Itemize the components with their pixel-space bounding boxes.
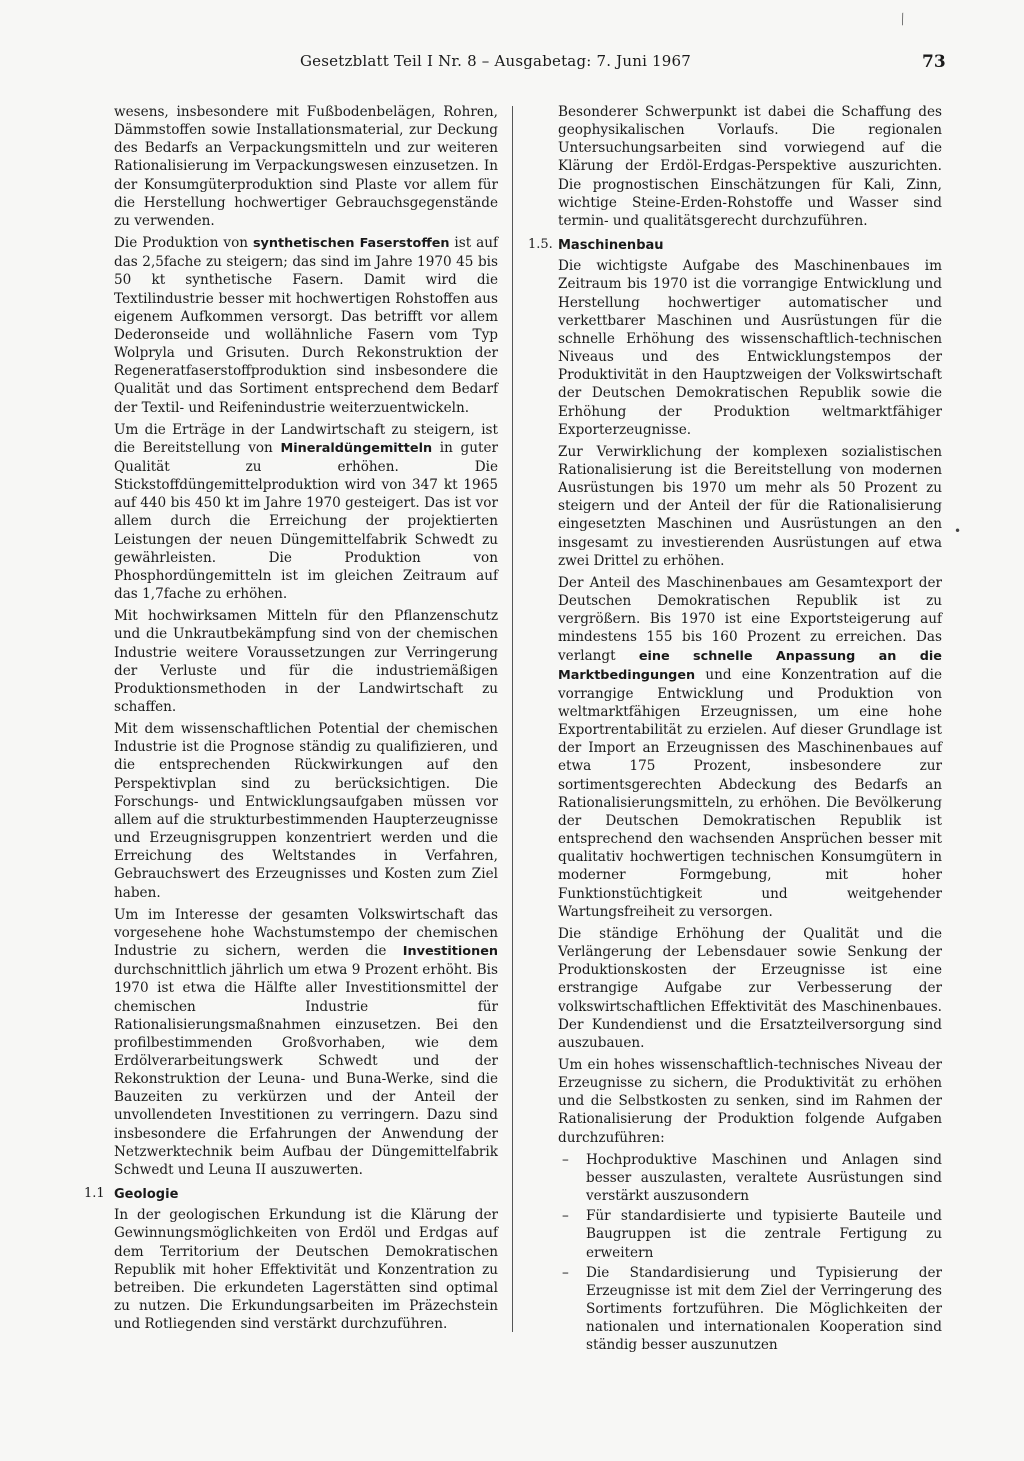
section-heading [528, 236, 942, 255]
list-item: – Die Standardisierung und Typisierung der Erzeugnisse ist mit dem Ziel der Verringerung des Sortiments fortzuführen. Die Möglichkeiten der nationalen und internationalen Kooperation sind ständig besser auszunutzen [558, 1264, 942, 1355]
paragraph: Mit dem wissenschaftlichen Potential der chemischen Industrie ist die Prognose ständig zu qualifizieren, und die entsprechenden Rückwirkungen auf den Perspektivplan sind zu berücksichtigen. Die Forschungs- und Entwicklungsaufgaben müssen vor allem auf die strukturbestimmenden Haupterzeugnisse und Erzeugnisgruppen konzentriert werden und die Erreichung des Weltstandes in Verfahren, Gebrauchswert des Erzeugnisses und Kosten zum Ziel haben. [114, 721, 498, 901]
page-number: 73 [922, 52, 946, 72]
list-item: – Für standardisierte und typisierte Bauteile und Baugruppen ist die zentrale Fertigung zu erweitern [558, 1207, 942, 1261]
paragraph: Die ständige Erhöhung der Qualität und die Verlängerung der Lebensdauer sowie Senkung der Produktionskosten der Erzeugnisse ist eine erstrangige Aufgabe zur Verbesserung der volkswirtschaftlichen Effektivität des Maschinenbaues. Der Kundendienst und die Ersatzteilversorgung sind auszubauen. [558, 925, 942, 1051]
paragraph: Die wichtigste Aufgabe des Maschinenbaues im Zeitraum bis 1970 ist die vorrangige Entwicklung und Herstellung hochwertiger automatischer und verkettbarer Maschinen und Ausrüstungen für die schnelle Erhöhung des wissenschaftlich-technischen Niveaus und des Entwicklungstempos der Produktivität in den Hauptzweigen der Volkswirtschaft der Deutschen Demokratischen Republik sowie die Erhöhung der Produktion weltmarktfähiger Exporterzeugnisse. [558, 258, 942, 438]
margin-dot: • [954, 524, 962, 538]
right-column [528, 103, 942, 1356]
emphasis: Investitionen [402, 944, 498, 960]
paragraph: Zur Verwirklichung der komplexen sozialistischen Rationalisierung ist die Bereitstellung von modernen Ausrüstungen bis 1970 um mehr als 50 Prozent zu steigern und der Anteil der für die Rationalisierung eingesetzten Maschinen und Ausrüstungen an den insgesamt zu investierenden Ausrüstungen auf etwa zwei Drittel zu erhöhen. [558, 443, 942, 569]
section-number: 1.1 [84, 1186, 105, 1202]
paragraph: Um im Interesse der gesamten Volkswirtschaft das vorgesehene hohe Wachstumstempo der chemischen Industrie zu sichern, werden die Investitionen durchschnittlich jährlich um etwa 9 Prozent erhöht. Bis 1970 ist etwa die Hälfte aller Investitionsmittel der chemischen Industrie für Rationalisierungsmaßnahmen einzusetzen. Bei den profilbestimmenden Großvorhaben, wie dem Erdölverarbeitungswerk Schwedt und der Rekonstruktion der Leuna- und Buna-Werke, sind die Bauzeiten zu verkürzen und der Anteil der unvollendeten Investitionen zu verringern. Dazu sind insbesondere die Erfahrungen der Anwendung der Netzwerktechnik beim Aufbau der Düngemittelfabrik Schwedt und Leuna II auszuwerten. [114, 906, 498, 1178]
list-item: – Hochproduktive Maschinen und Anlagen sind besser auszulasten, veraltete Ausrüstungen sind verstärkt auszusondern [558, 1151, 942, 1205]
task-list [558, 1151, 942, 1355]
paragraph: wesens, insbesondere mit Fußbodenbelägen, Rohren, Dämmstoffen sowie Installationsmaterial, zur Deckung des Bedarfs an Verpackungsmitteln und zur weiteren Rationalisierung im Verpackungswesen einzusetzen. In der Konsumgüterproduktion sind Plaste vor allem für die Herstellung hochwertiger Gebrauchsgegenstände zu verwenden. [114, 104, 498, 229]
paragraph: Um die Erträge in der Landwirtschaft zu steigern, ist die Bereitstellung von Mineraldüngemitteln in guter Qualität zu erhöhen. Die Stickstoffdüngemittelproduktion wird von 347 kt 1965 auf 440 bis 450 kt im Jahre 1970 gesteigert. Das ist vor allem durch die Erreichung der projektierten Leistungen der neuen Düngemittelfabrik Schwedt zu gewährleisten. Die Produktion von Phosphordüngemitteln ist im gleichen Zeitraum auf das 1,7fache zu erhöhen. [114, 421, 498, 603]
page-header: Gesetzblatt Teil I Nr. 8 – Ausgabetag: 7. Juni 1967 [300, 52, 692, 70]
section-heading [84, 1185, 498, 1204]
paragraph: Besonderer Schwerpunkt ist dabei die Schaffung des geophysikalischen Vorlaufs. Die regionalen Untersuchungsarbeiten sind vorwiegend auf die Klärung der Erdöl-Erdgas-Perspektive auszurichten. Die prognostischen Einschätzungen für Kali, Zinn, wichtige Steine-Erden-Rohstoffe und Wasser sind termin- und qualitätsgerecht durchzuführen. [558, 104, 942, 229]
emphasis: eine schnelle Anpassung an die Marktbedingungen [558, 648, 942, 683]
column-divider [512, 106, 513, 1332]
section-number: 1.5. [528, 237, 553, 253]
paragraph: Um ein hohes wissenschaftlich-technisches Niveau der Erzeugnisse zu sichern, die Produktivität zu erhöhen und die Selbstkosten zu senken, sind im Rahmen der Rationalisierung der Produktion folgende Aufgaben durchzuführen: [558, 1056, 942, 1146]
section-title: Maschinenbau [558, 238, 664, 254]
paragraph: In der geologischen Erkundung ist die Klärung der Gewinnungsmöglichkeiten von Erdöl und Erdgas auf dem Territorium der Deutschen Demokratischen Republik mit hoher Effektivität und Konzentration zu betreiben. Die erkundeten Lagerstätten sind optimal zu nutzen. Die Erkundungsarbeiten im Präzechstein und Rotliegenden sind verstärkt durchzuführen. [114, 1207, 498, 1333]
left-column [84, 103, 498, 1337]
paragraph: Der Anteil des Maschinenbaues am Gesamtexport der Deutschen Demokratischen Republik ist zu vergrößern. Bis 1970 ist eine Exportsteigerung auf mindestens 155 bis 160 Prozent zu erreichen. Das verlangt eine schnelle Anpassung an die Marktbedingungen und eine Konzentration auf die vorrangige Entwicklung und Produktion von weltmarktfähigen Erzeugnissen, um eine hohe Exportrentabilität zu erzielen. Auf dieser Grundlage ist der Import an Erzeugnissen des Maschinenbaues auf etwa 175 Prozent, insbesondere zur sortimentsgerechten Abdeckung des Bedarfs an Rationalisierungsmitteln, zu erhöhen. Die Bevölkerung der Deutschen Demokratischen Republik ist entsprechend den wachsenden Ansprüchen besser mit qualitativ hochwertigen technischen Konsumgütern in moderner Formgebung, mit hoher Funktionstüchtigkeit und weitgehender Wartungsfreiheit zu versorgen. [558, 574, 942, 920]
section-title: Geologie [114, 1187, 179, 1203]
paragraph: Die Produktion von synthetischen Faserstoffen ist auf das 2,5fache zu steigern; das sind im Jahre 1970 45 bis 50 kt synthetische Fasern. Damit wird die Textilindustrie besser mit hochwertigen Rohstoffen aus eigenem Aufkommen versorgt. Das betrifft vor allem Dederonseide und wollähnliche Fasern vom Typ Wolpryla und Grisuten. Durch Rekonstruktion der Regeneratfaserstoffproduktion sind insbesondere die Qualität und das Sortiment entsprechend dem Bedarf der Textil- und Reifenindustrie weiterzuentwickeln. [114, 235, 498, 416]
emphasis: synthetischen Faserstoffen [252, 236, 450, 252]
pencil-mark: ⁄ [898, 12, 909, 28]
emphasis: Mineraldüngemitteln [280, 440, 433, 456]
paragraph: Mit hochwirksamen Mitteln für den Pflanzenschutz und die Unkrautbekämpfung sind von der chemischen Industrie weitere Voraussetzungen zur Verringerung der Verluste und für die industriemäßigen Produktionsmethoden in der Landwirtschaft zu schaffen. [114, 608, 498, 715]
